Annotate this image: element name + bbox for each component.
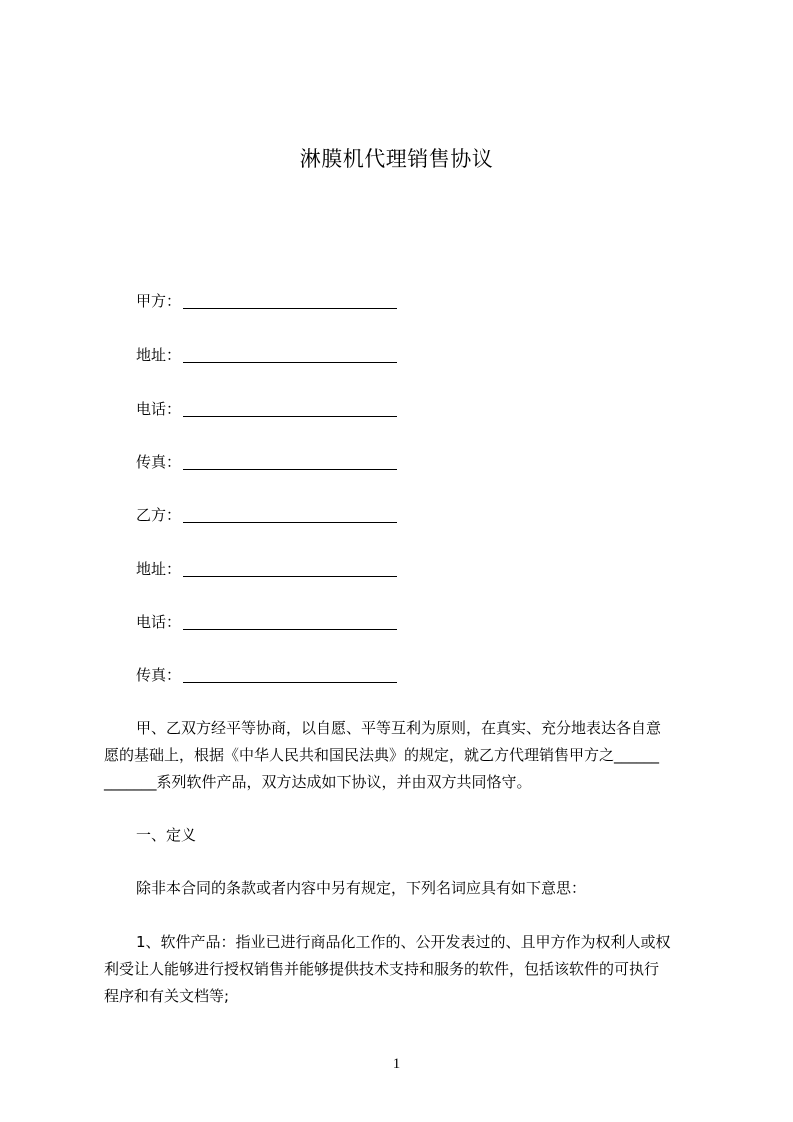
party-a-phone-field [136, 399, 397, 419]
document-title: 淋膜机代理销售协议 [299, 147, 494, 171]
party-a-address-field [136, 345, 397, 365]
blank-line [183, 291, 397, 309]
field-label: 电话： [136, 613, 182, 631]
definition-item-line-1: 1、软件产品：指业已进行商品化工作的、公开发表过的、且甲方作为权利人或权 [136, 933, 671, 951]
field-label: 地址： [136, 346, 182, 364]
definition-item-line-2: 利受让人能够进行授权销售并能够提供技术支持和服务的软件，包括该软件的可执行 [104, 960, 660, 978]
intro-paragraph-line-3: _______系列软件产品，双方达成如下协议，并由双方共同恪守。 [104, 773, 532, 791]
blank-line [183, 399, 397, 417]
section-heading: 一、定义 [136, 826, 197, 844]
field-label: 传真： [136, 666, 182, 684]
field-label: 电话： [136, 400, 182, 418]
intro-paragraph-line-2: 愿的基础上，根据《中华人民共和国民法典》的规定，就乙方代理销售甲方之______ [104, 746, 660, 764]
blank-line [183, 345, 397, 363]
party-b-phone-field [136, 612, 397, 632]
party-b-name-field [136, 505, 397, 525]
party-a-name-field [136, 291, 397, 311]
definition-item-line-3: 程序和有关文档等; [104, 987, 230, 1005]
intro-paragraph-line-1: 甲、乙双方经平等协商，以自愿、平等互利为原则，在真实、充分地表达各自意 [136, 719, 662, 737]
blank-line [183, 559, 397, 577]
blank-line [183, 505, 397, 523]
page-number: 1 [392, 1056, 401, 1072]
blank-line [183, 612, 397, 630]
field-label: 乙方： [136, 506, 182, 524]
field-label: 传真： [136, 453, 182, 471]
party-b-fax-field [136, 665, 397, 685]
blank-line [183, 452, 397, 470]
field-label: 甲方： [136, 292, 182, 310]
definition-intro: 除非本合同的条款或者内容中另有规定，下列名词应具有如下意思： [136, 879, 587, 897]
blank-line [183, 665, 397, 683]
party-a-fax-field [136, 452, 397, 472]
field-label: 地址： [136, 560, 182, 578]
party-b-address-field [136, 559, 397, 579]
